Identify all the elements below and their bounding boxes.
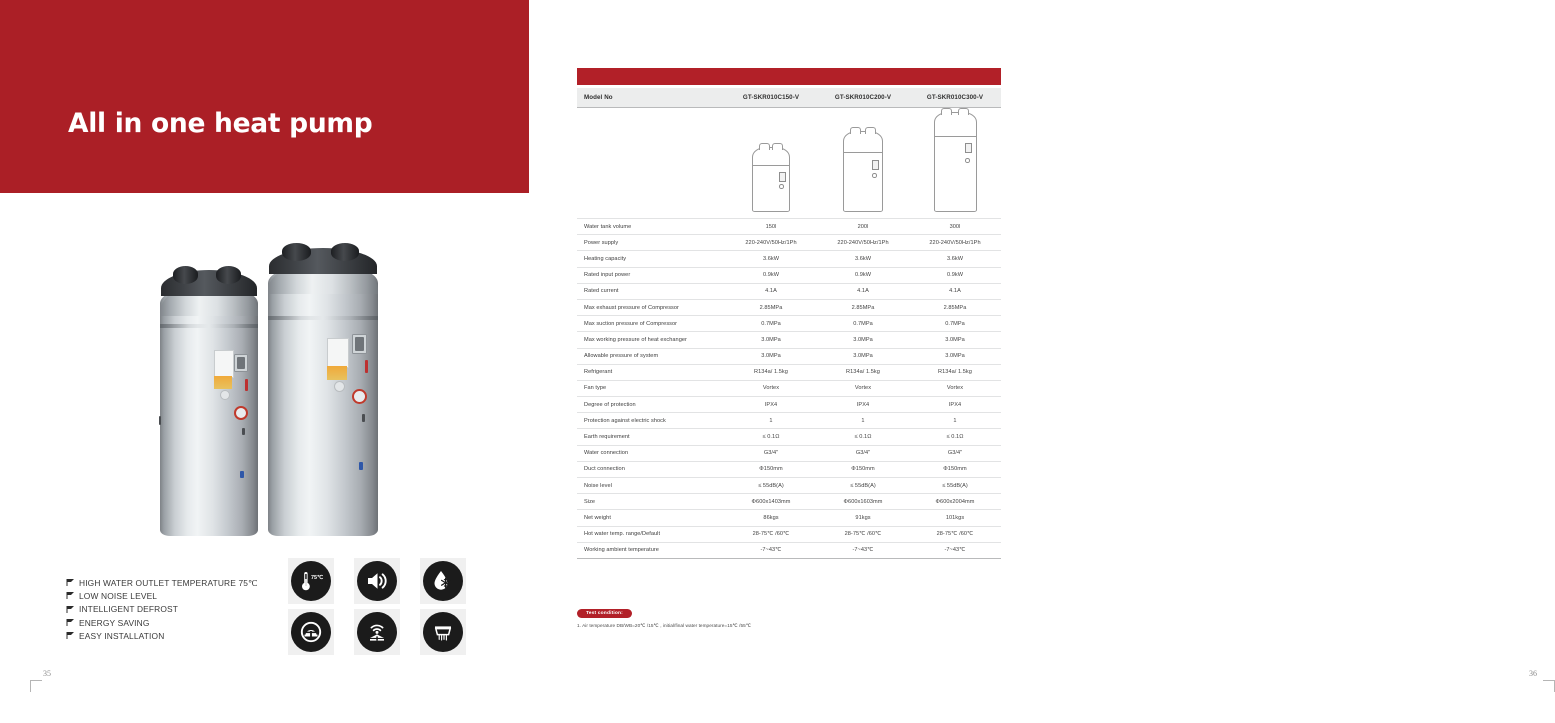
row-value: R134a/ 1.5kg [909, 364, 1001, 380]
feature-icon-grid [288, 558, 486, 660]
table-row [577, 542, 1001, 558]
row-value: 2.85MPa [725, 299, 817, 315]
page-title: All in one heat pump [68, 108, 373, 139]
row-value: 3.6kW [909, 251, 1001, 267]
feature-list [66, 576, 276, 642]
row-label: Noise level [577, 478, 725, 494]
row-value: 3.0MPa [725, 332, 817, 348]
row-value: 220-240V/50Hz/1Ph [817, 235, 909, 251]
row-value: 1 [909, 413, 1001, 429]
test-condition-block [577, 601, 1001, 629]
column-header-model-no: Model No [577, 88, 725, 108]
table-row [577, 380, 1001, 396]
row-value: 101kgs [909, 510, 1001, 526]
row-value: IPX4 [817, 397, 909, 413]
row-value: -7~43℃ [817, 542, 909, 558]
spec-accent-bar [577, 68, 1001, 85]
row-value: Φ600x2004mm [909, 494, 1001, 510]
flag-bullet-icon [66, 578, 75, 587]
list-item [66, 589, 276, 602]
product-tank-small [160, 270, 258, 536]
row-value: 4.1A [817, 283, 909, 299]
row-value: -7~43℃ [909, 542, 1001, 558]
row-label: Protection against electric shock [577, 413, 725, 429]
row-label: Fan type [577, 380, 725, 396]
flag-bullet-icon [66, 631, 75, 640]
feature-label: INTELLIGENT DEFROST [79, 604, 179, 615]
row-value: IPX4 [909, 397, 1001, 413]
row-value: 3.0MPa [909, 348, 1001, 364]
table-row [577, 348, 1001, 364]
feature-label: LOW NOISE LEVEL [79, 590, 158, 601]
page-number-right: 36 [1529, 669, 1537, 678]
row-value: 1 [817, 413, 909, 429]
flag-bullet-icon [66, 591, 75, 600]
row-value: Φ600x1603mm [817, 494, 909, 510]
row-value: 28-75℃ /60℃ [909, 526, 1001, 542]
row-value: 300l [909, 219, 1001, 235]
heating-element-icon [423, 612, 463, 652]
row-value: ≤ 55dB(A) [817, 478, 909, 494]
badge-tile-wifi-control [354, 609, 400, 655]
row-value: ≤ 55dB(A) [725, 478, 817, 494]
table-row [577, 526, 1001, 542]
row-value: R134a/ 1.5kg [725, 364, 817, 380]
row-label: Heating capacity [577, 251, 725, 267]
row-value: 28-75℃ /60℃ [817, 526, 909, 542]
row-value: ≤ 0.1Ω [817, 429, 909, 445]
row-label: Rated current [577, 283, 725, 299]
row-label: Max suction pressure of Compressor [577, 316, 725, 332]
left-page [0, 0, 529, 723]
row-value: Φ600x1403mm [725, 494, 817, 510]
row-value: 220-240V/50Hz/1Ph [725, 235, 817, 251]
row-label: Max exhaust pressure of Compressor [577, 299, 725, 315]
badge-tile-noise [354, 558, 400, 604]
right-page [529, 0, 1537, 723]
row-value: 0.7MPa [817, 316, 909, 332]
row-label: Refrigerant [577, 364, 725, 380]
row-value: 1 [725, 413, 817, 429]
row-value: 91kgs [817, 510, 909, 526]
row-value: 3.0MPa [725, 348, 817, 364]
table-row [577, 219, 1001, 235]
badge-tile-temperature [288, 558, 334, 604]
feature-label: EASY INSTALLATION [79, 630, 165, 641]
table-row [577, 413, 1001, 429]
table-row [577, 397, 1001, 413]
row-label: Earth requirement [577, 429, 725, 445]
row-value: ≤ 0.1Ω [725, 429, 817, 445]
list-item [66, 616, 276, 629]
row-value: Vortex [817, 380, 909, 396]
row-label: Allowable pressure of system [577, 348, 725, 364]
row-value: 4.1A [909, 283, 1001, 299]
hero-banner [0, 0, 529, 193]
model-illustration-row [577, 108, 1001, 219]
table-row [577, 429, 1001, 445]
row-value: 0.7MPa [725, 316, 817, 332]
row-label: Working ambient temperature [577, 542, 725, 558]
row-label: Max working pressure of heat exchanger [577, 332, 725, 348]
row-value: 220-240V/50Hz/1Ph [909, 235, 1001, 251]
model-drawing-300 [909, 108, 1001, 218]
row-label: Power supply [577, 235, 725, 251]
model-drawing-150 [725, 108, 817, 218]
row-value: G3/4" [725, 445, 817, 461]
row-value: 3.0MPa [909, 332, 1001, 348]
row-value: 2.85MPa [817, 299, 909, 315]
thermometer-75c-icon [291, 561, 331, 601]
row-label: Hot water temp. range/Default [577, 526, 725, 542]
row-value: ≤ 0.1Ω [909, 429, 1001, 445]
row-value: Vortex [909, 380, 1001, 396]
row-value: 2.85MPa [909, 299, 1001, 315]
row-value: Φ150mm [817, 461, 909, 477]
feature-label: ENERGY SAVING [79, 617, 150, 628]
row-value: 3.0MPa [817, 332, 909, 348]
corner-crop-mark-left [30, 680, 42, 692]
product-photo [160, 248, 392, 536]
column-header-model-2: GT-SKR010C200-V [817, 88, 909, 108]
row-label: Duct connection [577, 461, 725, 477]
badge-tile-defrost-drop [420, 558, 466, 604]
model-drawing-200 [817, 108, 909, 218]
column-header-model-3: GT-SKR010C300-V [909, 88, 1001, 108]
table-row [577, 283, 1001, 299]
wifi-smart-control-icon [357, 612, 397, 652]
row-value: 0.9kW [909, 267, 1001, 283]
row-value: 0.9kW [817, 267, 909, 283]
page-number-left: 35 [43, 669, 51, 678]
test-condition-badge: Test condition: [577, 609, 632, 618]
row-value: Vortex [725, 380, 817, 396]
column-header-model-1: GT-SKR010C150-V [725, 88, 817, 108]
row-value: G3/4" [817, 445, 909, 461]
table-row [577, 316, 1001, 332]
row-value: R134a/ 1.5kg [817, 364, 909, 380]
water-drop-snowflake-icon [423, 561, 463, 601]
row-value: -7~43℃ [725, 542, 817, 558]
row-value: 4.1A [725, 283, 817, 299]
intelligent-defrost-icon [291, 612, 331, 652]
row-label: Degree of protection [577, 397, 725, 413]
row-value: 28-75℃ /60℃ [725, 526, 817, 542]
table-row [577, 235, 1001, 251]
list-item [66, 629, 276, 642]
table-row [577, 267, 1001, 283]
badge-tile-intelligent-defrost [288, 609, 334, 655]
list-item [66, 603, 276, 616]
row-label: Net weight [577, 510, 725, 526]
row-value: 3.6kW [817, 251, 909, 267]
row-value: 0.9kW [725, 267, 817, 283]
row-value: Φ150mm [909, 461, 1001, 477]
table-row [577, 494, 1001, 510]
flag-bullet-icon [66, 605, 75, 614]
table-row [577, 445, 1001, 461]
table-row [577, 478, 1001, 494]
feature-label: HIGH WATER OUTLET TEMPERATURE 75℃ [79, 577, 258, 588]
table-row [577, 251, 1001, 267]
table-row [577, 332, 1001, 348]
table-row [577, 364, 1001, 380]
row-value: G3/4" [909, 445, 1001, 461]
list-item [66, 576, 276, 589]
row-value: 200l [817, 219, 909, 235]
row-label: Size [577, 494, 725, 510]
table-header-row [577, 88, 1001, 108]
row-label: Water connection [577, 445, 725, 461]
product-tank-large [268, 248, 378, 536]
row-value: IPX4 [725, 397, 817, 413]
badge-tile-heating-element [420, 609, 466, 655]
row-value: Φ150mm [725, 461, 817, 477]
table-row [577, 461, 1001, 477]
flag-bullet-icon [66, 618, 75, 627]
test-condition-note: 1. Air temperature DB/WB=20℃ /15℃ , initial/final water temperature=15℃ /55℃ [577, 623, 752, 628]
row-value: 86kgs [725, 510, 817, 526]
corner-crop-mark-right [1543, 680, 1555, 692]
row-value: 0.7MPa [909, 316, 1001, 332]
row-value: 3.6kW [725, 251, 817, 267]
table-row [577, 510, 1001, 526]
row-value: ≤ 55dB(A) [909, 478, 1001, 494]
svg-text:75℃: 75℃ [311, 575, 324, 581]
row-value: 150l [725, 219, 817, 235]
low-noise-speaker-icon [357, 561, 397, 601]
row-value: 3.0MPa [817, 348, 909, 364]
row-label: Water tank volume [577, 219, 725, 235]
row-label: Rated input power [577, 267, 725, 283]
table-row [577, 299, 1001, 315]
